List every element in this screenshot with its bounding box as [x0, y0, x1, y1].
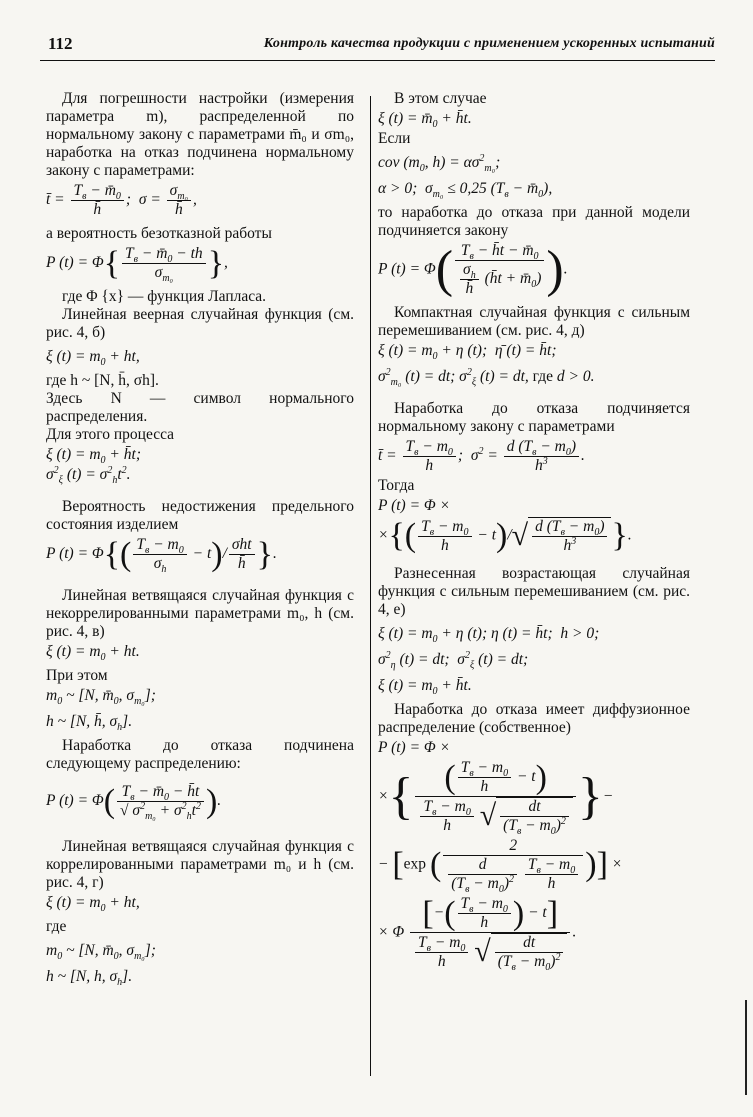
paragraph: Линейная веерная случайная функция (см. рис. 4, б) [46, 306, 354, 341]
formula: h ~ [N, h̄, $\sigma_h$]. [46, 713, 133, 734]
paragraph: Здесь N — символ нормального распределения. [46, 390, 354, 425]
formula: − [exp ( 2 $\frac{d}{(T_в - m_0)^2}$ $\frac{T_в - m_0}{h}$ )] × [378, 837, 623, 896]
formula: × Φ [−( $\frac{T_в - m_0}{h}$ ) − t] $\frac{T_в - m_0}{h}$ √ $\frac{dt}{(T_в - m_0)^2}$ . [378, 894, 577, 974]
formula: $\sigma^2_{m_0}$ (t) = dt; $\sigma^2_\xi$ (t) = dt, где d > 0. [378, 366, 595, 389]
paragraph: Наработка до отказа имеет диффузионное распределение (собственное) [378, 701, 690, 736]
paragraph: Разнесенная возрастающая случайная функция с сильным перемешиванием (см. рис. 4, е) [378, 565, 690, 618]
column-divider [370, 96, 371, 1076]
formula: t̄ = $\frac{T_в - m̄_0}{h̄}$ ; σ = $\frac{\sigma_{m_0}}{h̄}$ , [46, 182, 197, 218]
paragraph: В этом случае [394, 90, 487, 107]
formula: $\sigma^2_\eta$ (t) = dt; $\sigma^2_\xi$ (t) = dt; [378, 649, 529, 672]
paragraph: то наработка до отказа при данной модели подчиняется закону [378, 204, 690, 239]
formula: ×{ ( $\frac{T_в - m_0}{h}$ − t) $\frac{T_в - m_0}{h}$ √ $\frac{dt}{(T_в - m_0)^2}$ }− [378, 758, 614, 838]
formula: cov ($m_0$, $h) = \alpha\sigma^2_{m_0}$; [378, 152, 501, 175]
formula: t̄ = $\frac{T_в - m_0}{h}$ ; $\sigma^2$ = $\frac{d (T_в - m_0)}{h^3}$ . [378, 438, 585, 474]
formula: P (t) = Φ{( $\frac{T_в - m_0}{\sigma_h}$ − t)/ $\frac{\text{σht}}{h̄}$ }. [46, 535, 277, 576]
formula: ξ $(t) = m_0 + \eta$ (t); η (t) = h̄t; h > 0; [378, 625, 600, 646]
right-column [378, 90, 690, 973]
formula: P (t) = Φ( $\frac{T_в - m̄_0 - h̄t}{√ \sigma^2_{m_0} + \sigma^2_ht^2}$ ). [46, 782, 222, 823]
paragraph: где h ~ [N, h̄, σh]. [46, 372, 159, 389]
formula: ξ $(t) = m̄_0$ + h̄t. [378, 110, 472, 131]
paragraph: Линейная ветвящаяся случайная функция с коррелированными параметрами m₀ и h (см. рис. 4, г) [46, 838, 354, 891]
running-header [40, 34, 715, 61]
formula: ξ $(t) = m_0$ + ht, [46, 894, 140, 915]
formula: ξ $(t) = m_0$ + h̄t. [378, 677, 472, 698]
paragraph: Компактная случайная функция с сильным перемешиванием (см. рис. 4, д) [378, 304, 690, 339]
left-column [46, 90, 354, 988]
formula: ξ $(t) = m_0 + \eta$ (t); η̄ (t) = h̄t; [378, 342, 557, 363]
paragraph: Если [378, 130, 411, 147]
formula: $m_0$ ~ [N, $m̄_0$, $\sigma_{m_0}$]; [46, 687, 156, 708]
paragraph: Для погрешности настройки (измерения параметра m), распределенной по нормальному закону с параметрами m̄₀ и σm₀, наработка на отказ подчинена нормальному закону с параметрами: [46, 90, 354, 179]
paragraph: Наработка до отказа подчиняется нормальному закону с параметрами [378, 400, 690, 435]
formula: α > 0; $\sigma_{m_0} \le 0,25$ ($T_в$ − $m̄_0$), [378, 180, 553, 201]
formula: $m_0$ ~ [N, $m̄_0$, $\sigma_{m_0}$]; [46, 942, 156, 963]
formula: $\sigma^2_\xi$ $(t) = \sigma^2_ht^2$. [46, 464, 131, 487]
paragraph: где Φ {x} — функция Лапласа. [62, 288, 267, 305]
running-title: Контроль качества продукции с применением ускоренных испытаний [263, 36, 715, 51]
page-number: 112 [48, 34, 73, 53]
formula: ×{( $\frac{T_в - m_0}{h}$ − t)/√ $\frac{d (T_в - m_0)}{h^3}$ }. [378, 517, 632, 554]
paragraph: а вероятность безотказной работы [46, 225, 272, 242]
formula: ξ $(t) = m_0$ + ht. [46, 643, 140, 664]
formula: P (t) = Φ( $T_в$ − h̄t − $m̄_0$ $\frac{\sigma_h}{h̄}$ (h̄t + $m̄_0$) ). [378, 241, 568, 298]
paragraph: Линейная ветвящаяся случайная функция с некоррелированными параметрами m₀, h (см. рис. 4, в) [46, 587, 354, 640]
formula: P (t) = Φ × [378, 497, 451, 514]
paragraph: Наработка до отказа подчинена следующему распределению: [46, 737, 354, 772]
formula: P (t) = Φ{ $\frac{T_в - m̄_0 - th}{\sigma_{m_0}}$ }, [46, 244, 228, 285]
margin-mark [745, 1000, 747, 1095]
formula: ξ $(t) = m_0$ + ht, [46, 348, 140, 369]
paragraph: где [46, 918, 67, 935]
paragraph: При этом [46, 667, 108, 684]
formula: h ~ [N, h, $\sigma_h$]. [46, 968, 133, 989]
formula: P (t) = Φ × [378, 739, 451, 756]
paragraph: Для этого процесса [46, 426, 175, 443]
paragraph: Вероятность недостижения предельного состояния изделием [46, 498, 354, 533]
formula: ξ $(t) = m_0$ + h̄t; [46, 446, 141, 467]
paragraph: Тогда [378, 477, 415, 494]
